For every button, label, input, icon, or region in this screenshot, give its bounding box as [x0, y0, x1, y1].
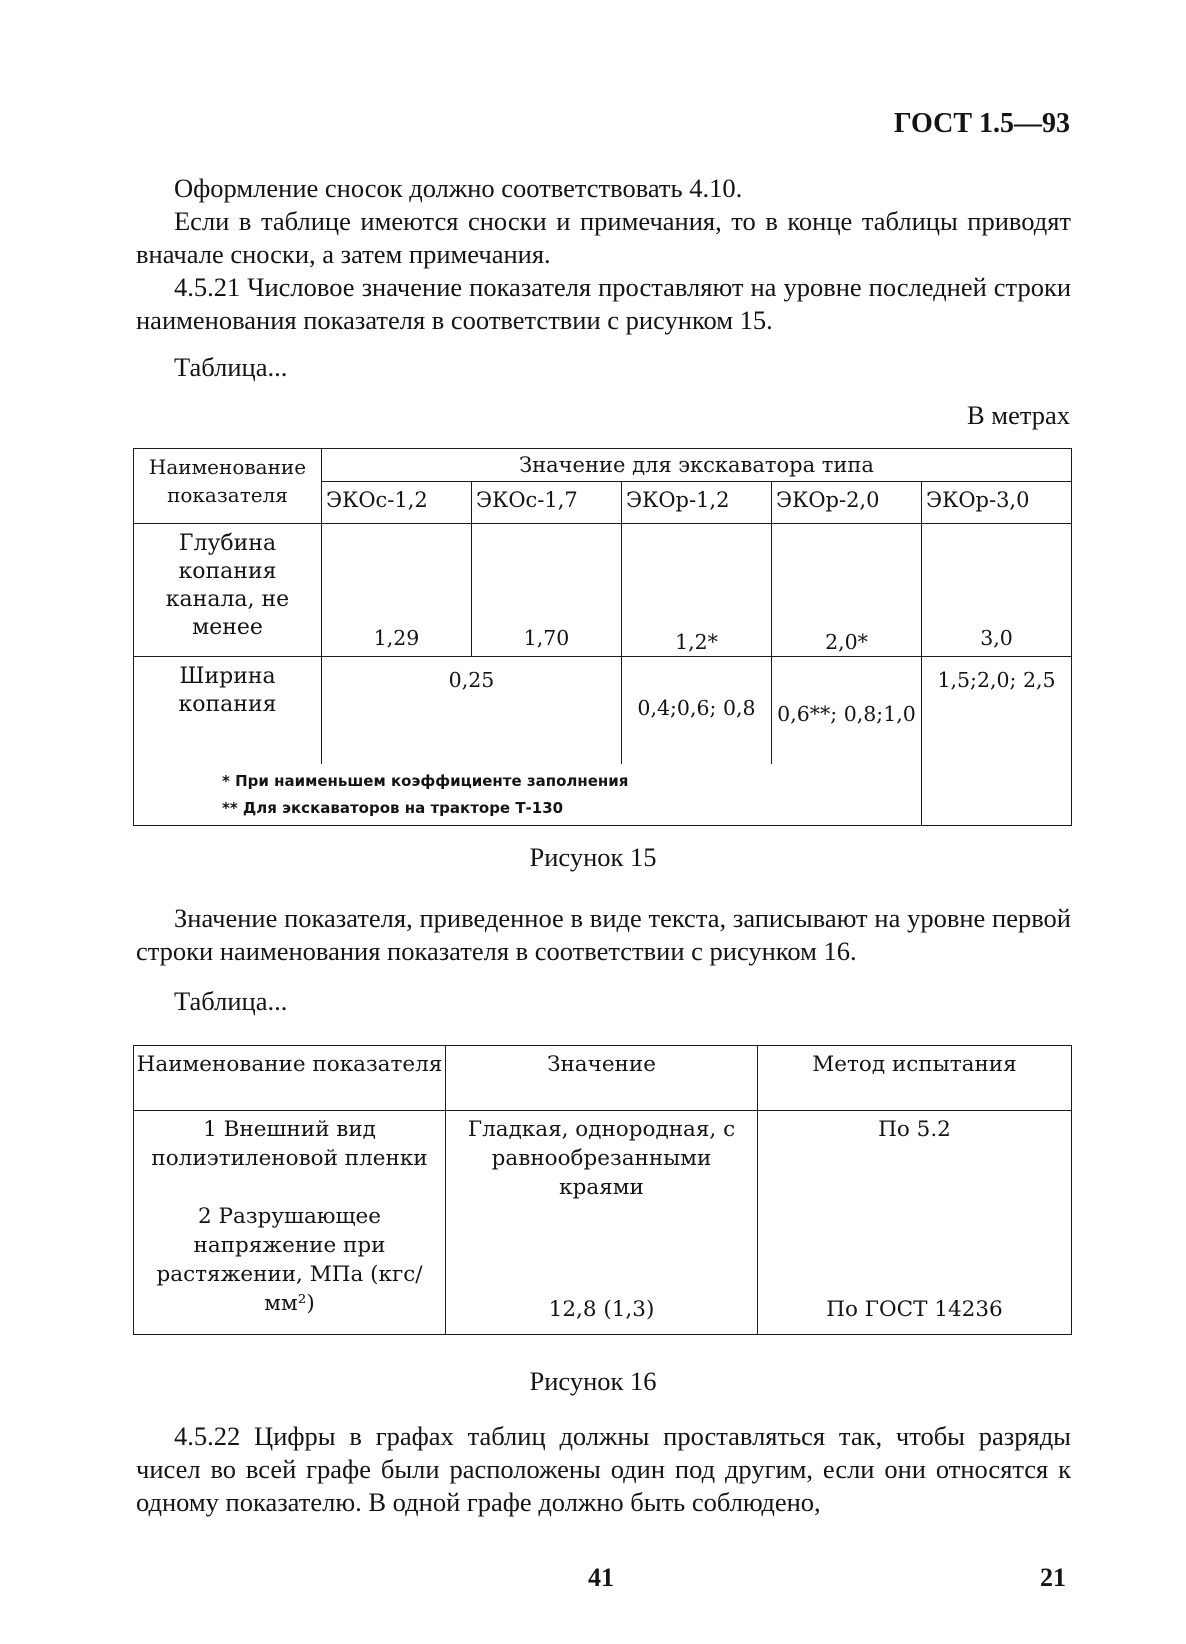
figure-16-table — [133, 1045, 1072, 1335]
units-label: В метрах — [967, 400, 1070, 430]
paragraph-footnotes-format — [136, 172, 1071, 205]
row-name: Ширина копания — [134, 656, 322, 764]
footnote: ** Для экскаваторов на тракторе Т-130 — [222, 798, 564, 817]
row-name: Глубина копания канала, не менее — [134, 523, 322, 656]
page-number-left: 41 — [588, 1563, 614, 1592]
paragraph-text: Оформление сносок должно соответствовать 4.10. — [174, 173, 743, 203]
header-type: ЭКОр-1,2 — [622, 482, 772, 524]
table-footnotes — [134, 764, 922, 825]
header-type: ЭКОс-1,2 — [322, 482, 472, 524]
header-indicator-name: Наименование показателя — [134, 1046, 446, 1111]
figure-15-table — [133, 448, 1072, 826]
table-label: Таблица... — [174, 352, 288, 382]
paragraph-footnotes-order — [136, 205, 1071, 271]
paragraph-4-5-22 — [136, 1420, 1071, 1519]
cell-value: 0,6**; 0,8;1,0 — [772, 656, 922, 764]
table-row — [134, 523, 1072, 656]
header-type: ЭКОс-1,7 — [472, 482, 622, 524]
cell-value: 12,8 (1,3) — [548, 1297, 655, 1322]
header-type: ЭКОр-2,0 — [772, 482, 922, 524]
footnote: * При наименьшем коэффициенте заполнения — [222, 771, 629, 790]
table-label: Таблица... — [174, 986, 288, 1016]
header-type: ЭКОр-3,0 — [922, 482, 1072, 524]
figure-15-caption: Рисунок 15 — [529, 842, 657, 872]
header-value-group: Значение для экскаватора типа — [322, 449, 1072, 482]
cell-method: По ГОСТ 14236 — [826, 1297, 1003, 1322]
paragraph-text: Значение показателя, приведенное в виде текста, записывают на уровне первой строки наименования показателя в соответствии с рисунком 16. — [136, 903, 1071, 966]
empty-cell — [922, 764, 1072, 825]
header-method: Метод испытания — [758, 1046, 1072, 1111]
figure-16-caption: Рисунок 16 — [529, 1366, 657, 1396]
header-indicator-name: Наименование показателя — [134, 449, 322, 524]
values-column — [446, 1111, 758, 1335]
header-value: Значение — [446, 1046, 758, 1111]
page-number-right: 21 — [1040, 1563, 1066, 1592]
row-name: 2 Разрушающее напряжение при растяжении, МПа (кгс/мм²) — [156, 1204, 423, 1316]
cell-value: 1,2* — [622, 523, 772, 656]
cell-value: Гладкая, однородная, с равнообрезанными краями — [467, 1117, 736, 1200]
table-row — [134, 1111, 1072, 1335]
cell-value: 0,4;0,6; 0,8 — [622, 656, 772, 764]
cell-value: 1,70 — [472, 523, 622, 656]
cell-value: 1,5;2,0; 2,5 — [922, 656, 1072, 764]
cell-value-merged: 0,25 — [322, 656, 622, 764]
cell-value: 2,0* — [772, 523, 922, 656]
paragraph-text-value — [136, 902, 1071, 968]
cell-value: 3,0 — [922, 523, 1072, 656]
cell-value: 1,29 — [322, 523, 472, 656]
paragraph-text: 4.5.21 Числовое значение показателя проставляют на уровне последней строки наименования показателя в соответствии с рисунком 15. — [136, 272, 1071, 335]
paragraph-text: Если в таблице имеются сноски и примечания, то в конце таблицы приводят вначале сноски, а затем примечания. — [136, 206, 1071, 269]
paragraph-4-5-21 — [136, 271, 1071, 337]
paragraph-text: 4.5.22 Цифры в графах таблиц должны проставляться так, чтобы разряды чисел во всей графе были расположены один под другим, если они относятся к одному показателю. В одной графе должно быть соблюдено, — [136, 1421, 1071, 1517]
document-code: ГОСТ 1.5—93 — [893, 108, 1070, 139]
indicator-names — [134, 1111, 446, 1335]
row-name: 1 Внешний вид полиэтиленовой пленки — [151, 1117, 428, 1171]
methods-column — [758, 1111, 1072, 1335]
table-row — [134, 656, 1072, 764]
cell-method: По 5.2 — [878, 1117, 951, 1142]
